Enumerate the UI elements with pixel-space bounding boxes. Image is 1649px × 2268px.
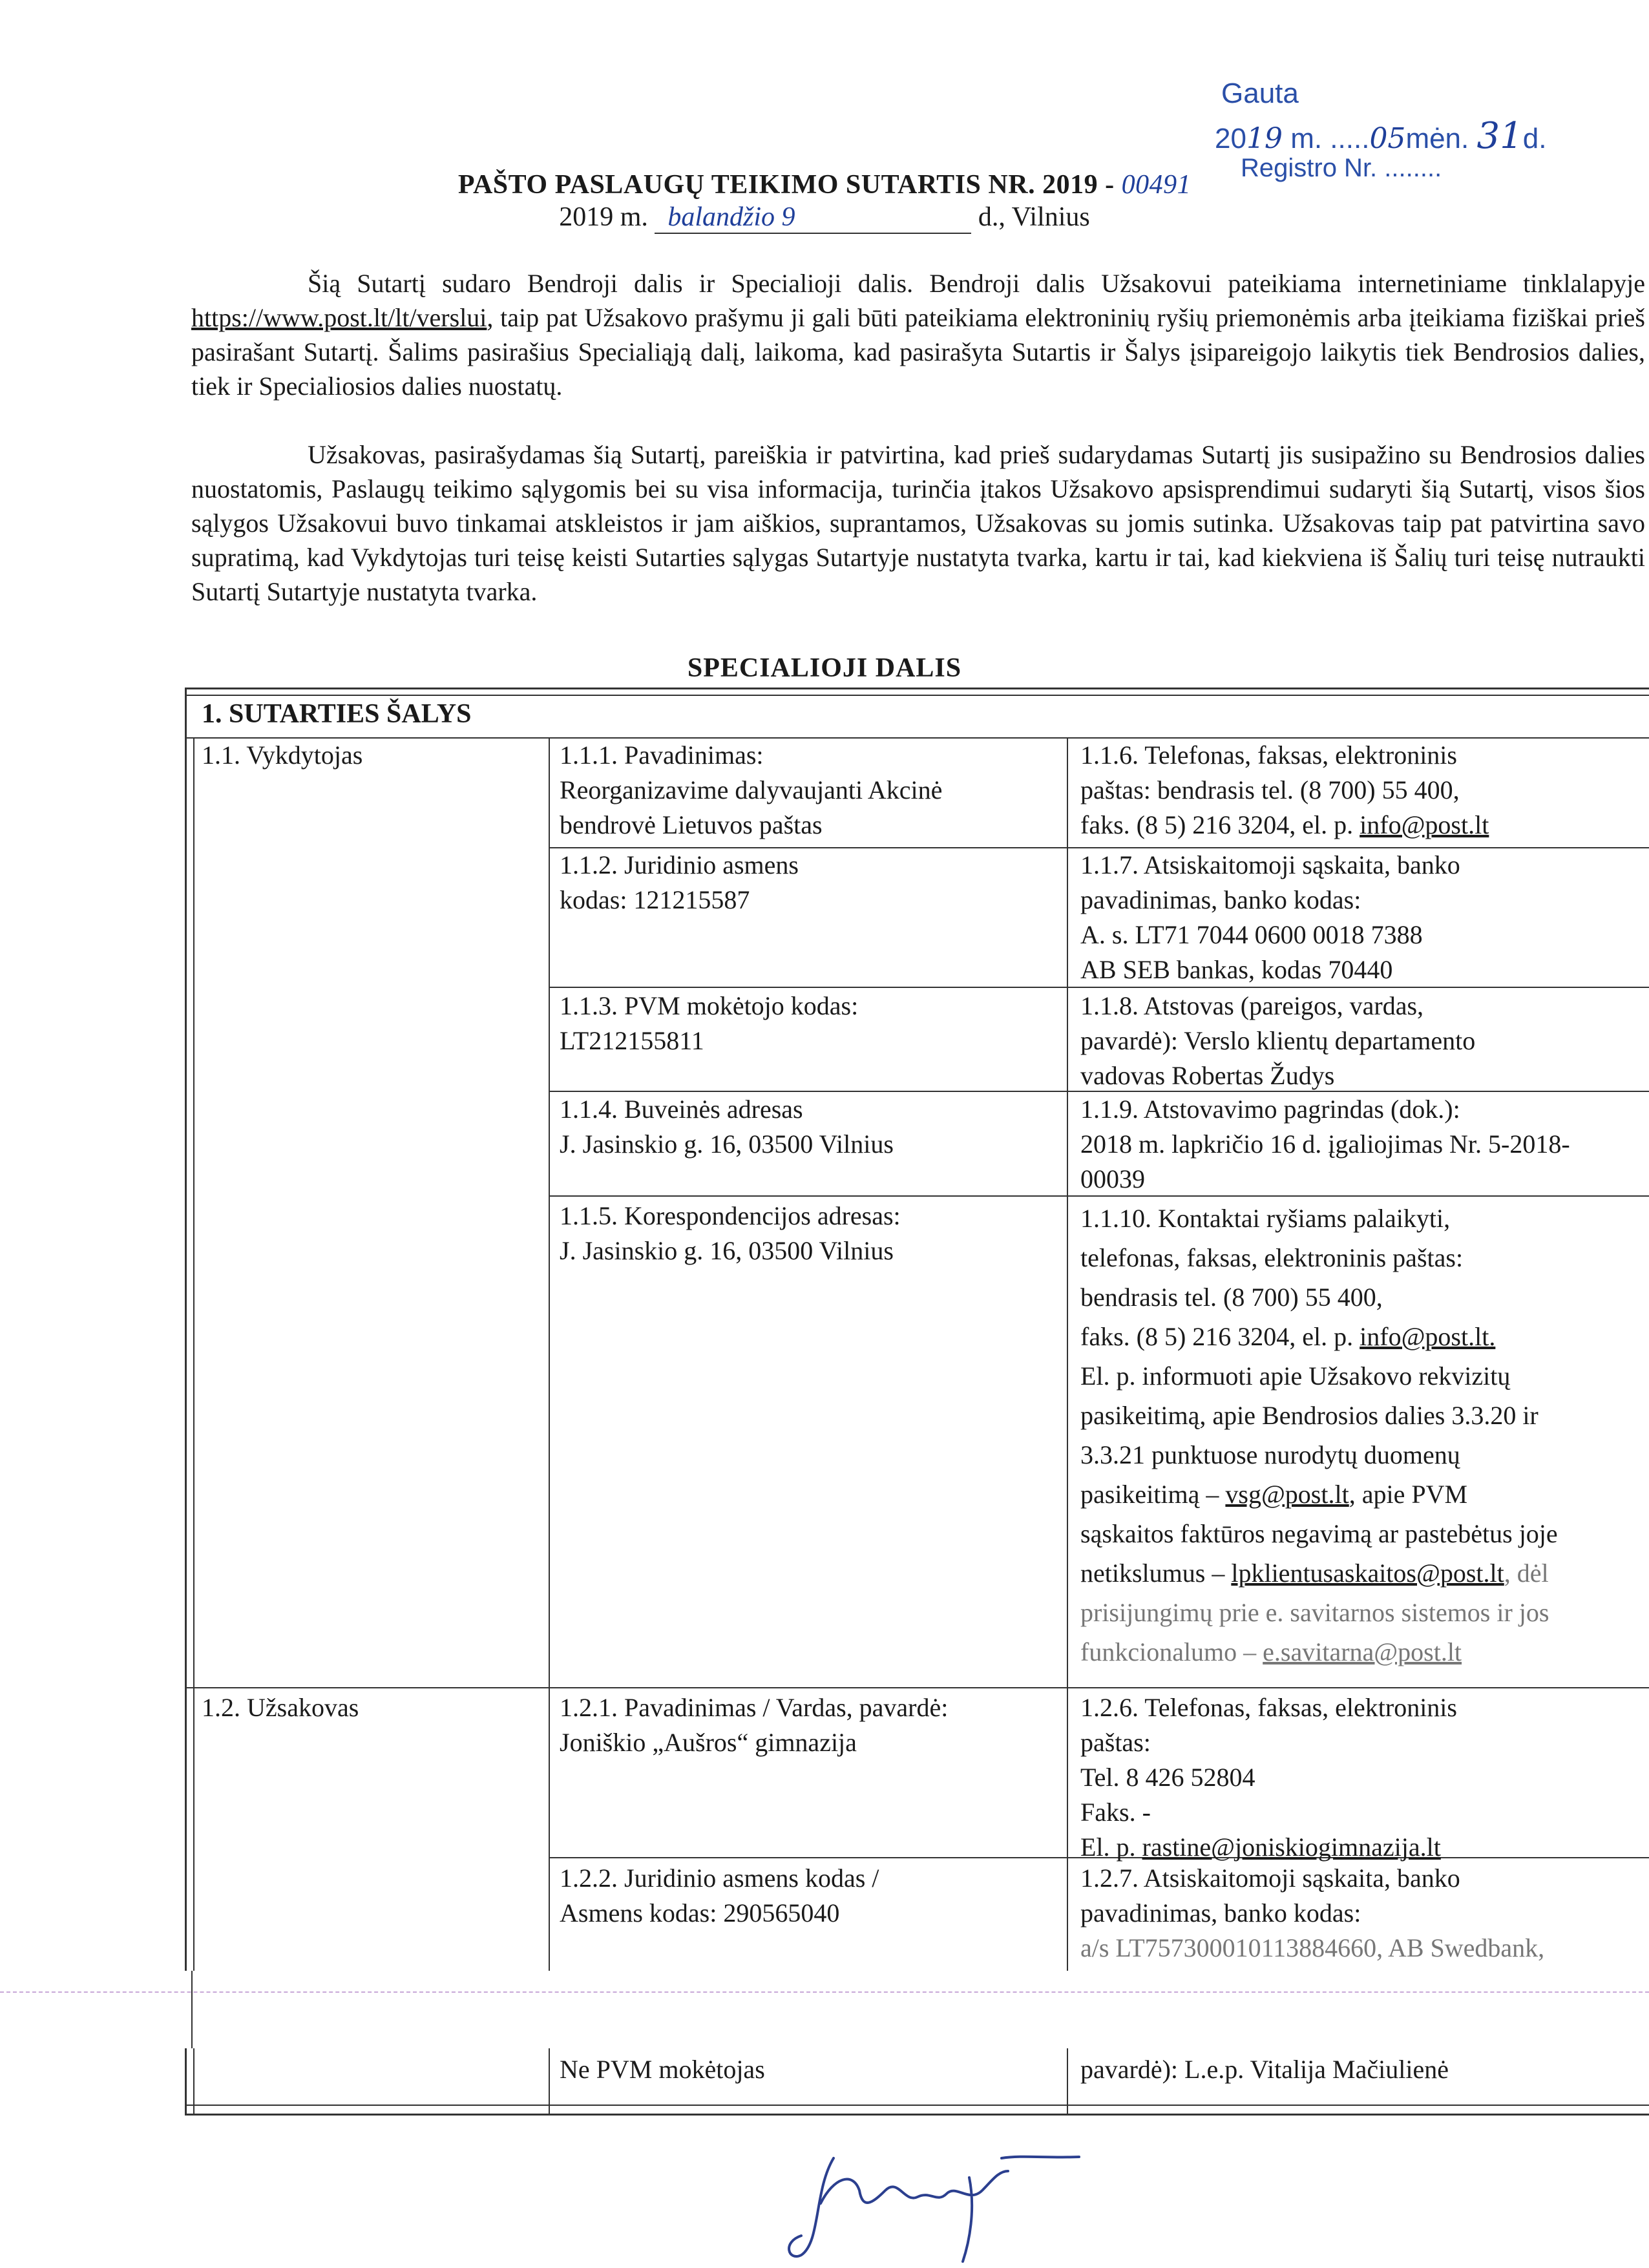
cell-line xyxy=(1080,1553,1558,1593)
intro-p1-link[interactable]: https://www.post.lt/lt/verslui xyxy=(191,303,487,332)
cell-line: Asmens kodas: 290565040 xyxy=(560,1898,840,1927)
cell-line xyxy=(1080,1475,1558,1514)
customer-email-link[interactable]: rastine@joniskiogimnazija.lt xyxy=(1142,1832,1441,1862)
cell-line: pavardė): Verslo klientų departamento xyxy=(1080,1026,1476,1055)
cell-1-1-8 xyxy=(1080,989,1475,1093)
cell-line xyxy=(1080,1317,1558,1356)
cell-line: Tel. 8 426 52804 xyxy=(1080,1763,1255,1792)
cell-line: pasikeitimą, apie Bendrosios dalies 3.3.20 ir xyxy=(1080,1401,1539,1430)
scan-gap xyxy=(0,1971,1649,2048)
cell-1-1-2 xyxy=(560,848,799,918)
cell-1-1-5 xyxy=(560,1199,901,1268)
contract-year-label: 2019 m. xyxy=(559,202,648,232)
cell-1-1-7 xyxy=(1080,848,1460,987)
contract-title-text: PAŠTO PASLAUGŲ TEIKIMO SUTARTIS NR. 2019 - xyxy=(457,170,1115,200)
cell-1-1-4 xyxy=(560,1092,894,1162)
cell-line: paštas: bendrasis tel. (8 700) 55 400, xyxy=(1080,775,1460,804)
cell-line: 1.1.4. Buveinės adresas xyxy=(560,1095,803,1124)
cell-line: 1.2.2. Juridinio asmens kodas / xyxy=(560,1864,879,1893)
scan-artifact-line xyxy=(0,1991,1649,1993)
intro-p2-text: Užsakovas, pasirašydamas šią Sutartį, pareiškia ir patvirtina, kad prieš sudarydamas Sutartį jis susipažino su Bendrosios dalies nuostatomis, Paslaugų teikimo sąlygomis bei su visa informacija, turinčia įtakos Užsakovo apsisprendimui sudaryti šią Sutartį, visos šios sąlygos Užsakovui buvo tinkamai atskleistos ir jam aiškios, suprantamos, Užsakovas su jomis sutinka. Užsakovas taip pat patvirtina savo supratimą, kad Vykdytojas turi teisę keisti Sutarties sąlygas Sutartyje nustatyta tvarka, kartu ir tai, kad kiekviena iš Šalių turi teisę nutraukti Sutartį Sutartyje nustatyta tvarka. xyxy=(191,440,1645,606)
vat-status: Ne PVM mokėtojas xyxy=(560,2055,765,2084)
contract-date-handwritten: balandžio 9 xyxy=(655,202,971,234)
cell-text: El. p. xyxy=(1080,1832,1136,1862)
contract-place: d., Vilnius xyxy=(978,202,1090,232)
cell-line: 1.1.5. Korespondencijos adresas: xyxy=(560,1201,901,1230)
cell-line: LT212155811 xyxy=(560,1026,704,1055)
stamp-registro: Registro Nr. ........ xyxy=(1241,154,1442,182)
intro-p1-text: Šią Sutartį sudaro Bendroji dalis ir Specialioji dalis. Bendroji dalis Užsakovui pateikiama internetiniame tinklalapyje xyxy=(308,269,1645,298)
cell-line: Faks. - xyxy=(1080,1798,1151,1827)
stamp-men-label: mėn. xyxy=(1405,123,1469,154)
cell-1-2-1 xyxy=(560,1690,948,1760)
cell-line: bendrovė Lietuvos paštas xyxy=(560,810,823,839)
cell-line: Joniškio „Aušros“ gimnazija xyxy=(560,1728,857,1757)
contract-number-handwritten: 00491 xyxy=(1121,170,1192,200)
stamp-gauta: Gauta xyxy=(1221,78,1299,109)
vsg-email-link[interactable]: vsg@post.lt xyxy=(1225,1480,1349,1509)
cell-line: Reorganizavime dalyvaujanti Akcinė xyxy=(560,775,943,804)
cell-text: faks. (8 5) 216 3204, el. p. xyxy=(1080,810,1354,839)
cell-text: faks. (8 5) 216 3204, el. p. xyxy=(1080,1322,1354,1351)
cell-line: AB SEB bankas, kodas 70440 xyxy=(1080,955,1393,984)
cell-line: 00039 xyxy=(1080,1164,1145,1193)
cell-line xyxy=(1080,808,1489,843)
section-1-title: 1. SUTARTIES ŠALYS xyxy=(202,699,472,729)
intro-p1-tail: , taip pat Užsakovo prašymu ji gali būti pateikiama elektroninių ryšių priemonėmis arba įteikiama fiziškai prieš pasirašant Sutartį. Šalims pasirašius Specialiąją dalį, laikoma, kad pasirašyta Sutartis ir Šalys įsipareigojo laikytis tiek Bendrosios dalies, tiek ir Specialiosios dalies nuostatų. xyxy=(191,303,1645,401)
cell-line: 1.1.6. Telefonas, faksas, elektroninis xyxy=(1080,740,1457,770)
cell-line: 1.2.1. Pavadinimas / Vardas, pavardė: xyxy=(560,1693,949,1722)
contract-title xyxy=(0,169,1649,200)
cell-line: 3.3.21 punktuose nurodytų duomenų xyxy=(1080,1440,1460,1469)
cell-line: 1.1.9. Atstovavimo pagrindas (dok.): xyxy=(1080,1095,1460,1124)
cell-line: 1.2.7. Atsiskaitomoji sąskaita, banko xyxy=(1080,1864,1460,1893)
cell-1-1-6 xyxy=(1080,738,1489,843)
cell-line: 1.1.2. Juridinio asmens xyxy=(560,850,799,879)
cell-line: pavadinimas, banko kodas: xyxy=(1080,1898,1361,1927)
cell-line: 2018 m. lapkričio 16 d. įgaliojimas Nr. 5-2018- xyxy=(1080,1129,1570,1159)
table-border-left xyxy=(191,1971,193,2048)
contract-date-line xyxy=(0,202,1649,234)
cell-1-1-3 xyxy=(560,989,858,1058)
cell-line xyxy=(1080,1830,1457,1865)
cell-line: paštas: xyxy=(1080,1728,1151,1757)
cell-line: sąskaitos faktūros negavimą ar pastebėtus joje xyxy=(1080,1519,1558,1548)
stamp-m-label: m. xyxy=(1290,123,1323,154)
intro-paragraph-2 xyxy=(191,437,1645,609)
cell-line: 1.1.7. Atsiskaitomoji sąskaita, banko xyxy=(1080,850,1460,879)
customer-label: 1.2. Užsakovas xyxy=(202,1693,359,1722)
cell-text: pasikeitimą – xyxy=(1080,1480,1219,1509)
cell-line: 1.1.1. Pavadinimas: xyxy=(560,740,764,770)
stamp-date-prefix: 20 xyxy=(1215,123,1246,154)
cell-1-2-2 xyxy=(560,1861,879,1931)
stamp-month-handwritten: 05 xyxy=(1369,122,1406,155)
cell-line: a/s LT757300010113884660, AB Swedbank, xyxy=(1080,1933,1545,1962)
cell-line xyxy=(1080,1632,1558,1672)
executor-label: 1.1. Vykdytojas xyxy=(202,740,363,770)
cell-line: telefonas, faksas, elektroninis paštas: xyxy=(1080,1243,1464,1272)
cell-line: 1.2.6. Telefonas, faksas, elektroninis xyxy=(1080,1693,1457,1722)
cell-text: , apie PVM xyxy=(1349,1480,1468,1509)
special-part-title: SPECIALIOJI DALIS xyxy=(687,653,962,683)
cell-line: pavadinimas, banko kodas: xyxy=(1080,885,1361,914)
invoices-email-link[interactable]: lpklientusaskaitos@post.lt xyxy=(1231,1559,1504,1588)
customer-representative: pavardė): L.e.p. Vitalija Mačiulienė xyxy=(1080,2055,1449,2084)
intro-paragraph-1 xyxy=(191,266,1645,403)
cell-line: A. s. LT71 7044 0600 0018 7388 xyxy=(1080,920,1423,949)
cell-line: J. Jasinskio g. 16, 03500 Vilnius xyxy=(560,1129,894,1159)
cell-line: J. Jasinskio g. 16, 03500 Vilnius xyxy=(560,1236,894,1265)
stamp-date-line: 2019 m. .....05mėn. 31d. xyxy=(1215,115,1547,157)
cell-line: vadovas Robertas Žudys xyxy=(1080,1061,1335,1090)
cell-1-2-7 xyxy=(1080,1861,1544,1966)
cell-text: netikslumus – xyxy=(1080,1559,1225,1588)
stamp-day-handwritten: 31 xyxy=(1476,115,1523,157)
cell-line: El. p. informuoti apie Užsakovo rekvizitų xyxy=(1080,1361,1511,1391)
cell-1-1-10 xyxy=(1080,1199,1558,1672)
cell-line: kodas: 121215587 xyxy=(560,885,750,914)
stamp-d-label: d. xyxy=(1522,123,1547,154)
cell-text: , dėl xyxy=(1504,1559,1549,1588)
cell-line: bendrasis tel. (8 700) 55 400, xyxy=(1080,1283,1383,1312)
executor-email-link[interactable]: info@post.lt xyxy=(1360,810,1489,839)
contact-email-link[interactable]: info@post.lt. xyxy=(1360,1322,1496,1351)
cell-text: funkcionalumo – xyxy=(1080,1637,1257,1666)
cell-line: prisijungimų prie e. savitarnos sistemos ir jos xyxy=(1080,1598,1549,1627)
cell-1-2-6 xyxy=(1080,1690,1457,1865)
stamp-year-handwritten: 19 xyxy=(1246,122,1283,155)
esavitarna-email-link[interactable]: e.savitarna@post.lt xyxy=(1263,1637,1462,1666)
cell-line: 1.1.10. Kontaktai ryšiams palaikyti, xyxy=(1080,1204,1451,1233)
cell-line: 1.1.3. PVM mokėtojo kodas: xyxy=(560,991,859,1020)
signature xyxy=(775,2132,1086,2268)
cell-line: 1.1.8. Atstovas (pareigos, vardas, xyxy=(1080,991,1424,1020)
cell-1-1-9 xyxy=(1080,1092,1570,1197)
cell-1-1-1 xyxy=(560,738,942,843)
